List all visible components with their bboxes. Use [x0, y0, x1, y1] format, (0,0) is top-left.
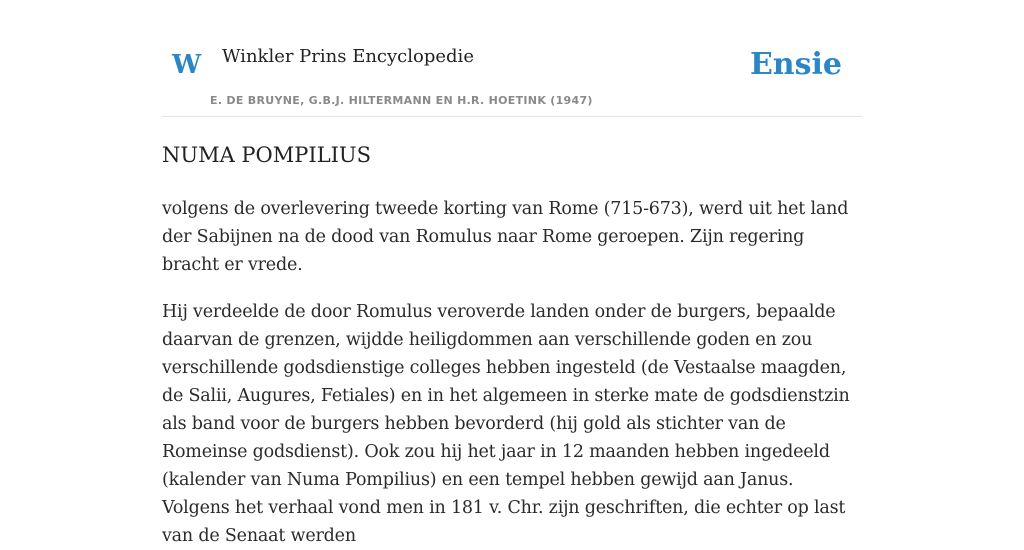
- entry-content: [162, 195, 862, 550]
- header: [162, 0, 862, 117]
- ensie-logo-link[interactable]: Ensie: [749, 47, 842, 82]
- authors-credit: E. DE BRUYNE, G.B.J. HILTERMANN EN H.R. HOETINK (1947): [210, 94, 593, 107]
- entry-title: NUMA POMPILIUS: [162, 143, 372, 167]
- entry-paragraph: Hij verdeelde de door Romulus veroverde landen onder de burgers, bepaalde daarvan de grenzen, wijdde heiligdommen aan verschillende goden en zou verschillende godsdienstige colleges hebben ingesteld (de Vestaalse maagden, de Salii, Augures, Fetiales) en in het algemeen in sterke mate de godsdienstzin als band voor de burgers hebben bevorderd (hij gold als stichter van de Romeinse godsdienst). Ook zou hij het jaar in 12 maanden hebben ingedeeld (kalender van Numa Pompilius) en een tempel hebben gewijd aan Janus. Volgens het verhaal vond men in 181 v. Chr. zijn geschriften, die echter op last van de Senaat werden: [162, 302, 850, 547]
- site-title[interactable]: Winkler Prins Encyclopedie: [222, 46, 474, 67]
- winkler-prins-logo[interactable]: W: [172, 50, 202, 80]
- entry-paragraph: volgens de overlevering tweede korting van Rome (715-673), werd uit het land der Sabijnen na de dood van Romulus naar Rome geroepen. Zijn regering bracht er vrede.: [162, 199, 849, 276]
- page: [162, 0, 862, 550]
